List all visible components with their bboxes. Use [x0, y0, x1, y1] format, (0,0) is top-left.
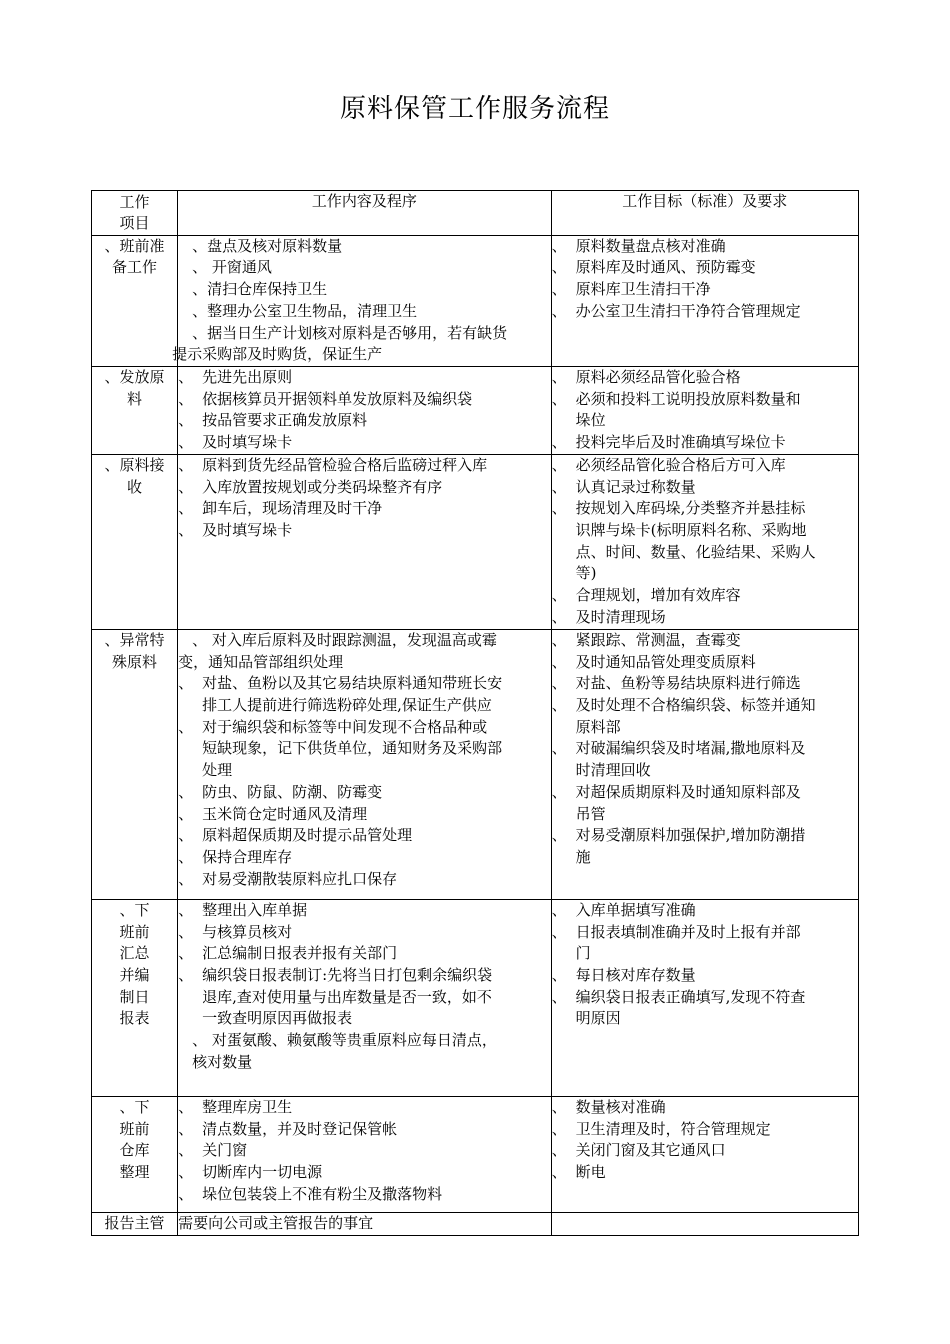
target-line: 门 [575, 944, 591, 963]
content-line: 卸车后，现场清理及时干净 [202, 499, 383, 518]
bullet-mark: 、 [551, 987, 567, 1006]
list-item [552, 607, 858, 629]
target-line: 办公室卫生清扫干净符合管理规定 [575, 301, 801, 320]
target-line: 断电 [575, 1163, 606, 1182]
bullet-mark: 、 [178, 1184, 194, 1203]
content-line: 与核算员核对 [202, 922, 293, 941]
content-line: 切断库内一切电源 [202, 1163, 323, 1182]
content-line: 提示采购部及时购货，保证生产 [172, 345, 383, 364]
target-line: 关闭门窗及其它通风口 [575, 1141, 726, 1160]
content-line: 及时填写垛卡 [202, 433, 293, 452]
content-line: 入库放置按规划或分类码垛整齐有序 [202, 477, 443, 496]
row-item-label: 、下班前汇总并编制日报表 [119, 900, 150, 1028]
target-line: 施 [575, 847, 591, 866]
target-line: 日报表填制准确并及时上报有并部 [575, 922, 801, 941]
target-line: 原料库及时通风、预防霉变 [575, 258, 756, 277]
bullet-mark: 、 [551, 696, 567, 715]
list-item [552, 520, 858, 542]
row-target-cell [551, 366, 858, 454]
table-row [92, 1212, 859, 1235]
target-line: 及时通知品管处理变质原料 [575, 652, 756, 671]
bullet-mark: 、 [178, 1119, 194, 1138]
row-target-cell [551, 899, 858, 1096]
list-item [552, 236, 858, 258]
content-line: 对于编织袋和标签等中间发现不合格品种或 [202, 717, 488, 736]
target-line: 原料必须经品管化验合格 [575, 367, 741, 386]
list-item [552, 738, 858, 760]
content-line: 垛位包装袋上不准有粉尘及撒落物料 [202, 1184, 443, 1203]
list-item [552, 673, 858, 695]
list-item [178, 432, 550, 454]
content-line: 对易受潮散装原料应扎口保存 [202, 869, 398, 888]
target-line: 垛位 [575, 411, 606, 430]
target-line: 对破漏编织袋及时堵漏,撒地原料及 [575, 739, 806, 758]
row-item-cell [92, 366, 178, 454]
list-item [552, 1097, 858, 1119]
target-line: 认真记录过称数量 [575, 477, 696, 496]
bullet-mark: 、 [178, 1163, 194, 1182]
bullet-mark: 、 [178, 782, 194, 801]
content-line: 、 开窗通风 [192, 258, 272, 277]
target-line: 必须经品管化验合格后方可入库 [575, 455, 786, 474]
list-item [552, 804, 858, 826]
table-row [92, 1096, 859, 1212]
row-content-cell [178, 1096, 551, 1212]
list-item [178, 1119, 550, 1141]
list-item [552, 279, 858, 301]
target-line: 投料完毕后及时准确填写垛位卡 [575, 433, 786, 452]
list-item [178, 410, 550, 432]
bullet-mark: 、 [551, 367, 567, 386]
bullet-mark: 、 [551, 258, 567, 277]
row-item-cell [92, 454, 178, 629]
bullet-mark: 、 [178, 1141, 194, 1160]
list-item [178, 965, 550, 987]
content-line: 编织袋日报表制订:先将当日打包剩余编织袋 [202, 966, 493, 985]
list-item [552, 900, 858, 922]
report-target [551, 1212, 858, 1235]
target-line: 每日核对库存数量 [575, 966, 696, 985]
list-item [178, 847, 550, 869]
bullet-mark: 、 [551, 280, 567, 299]
list-item [178, 717, 550, 739]
bullet-mark: 、 [178, 847, 194, 866]
list-item [552, 1119, 858, 1141]
target-line: 入库单据填写准确 [575, 900, 696, 919]
bullet-mark: 、 [551, 301, 567, 320]
content-line: 按品管要求正确发放原料 [202, 411, 368, 430]
target-line: 时清理回收 [575, 761, 651, 780]
bullet-mark: 、 [551, 433, 567, 452]
target-line: 原料数量盘点核对准确 [575, 236, 726, 255]
bullet-mark: 、 [551, 739, 567, 758]
bullet-mark: 、 [178, 804, 194, 823]
content-line: 处理 [202, 761, 233, 780]
bullet-mark: 、 [178, 826, 194, 845]
list-item [178, 520, 550, 542]
row-item-cell [92, 235, 178, 366]
bullet-mark: 、 [178, 389, 194, 408]
list-item [552, 585, 858, 607]
target-line: 卫生清理及时，符合管理规定 [575, 1119, 771, 1138]
bullet-mark: 、 [178, 455, 194, 474]
target-line: 点、时间、数量、化验结果、采购人 [575, 542, 816, 561]
bullet-mark: 、 [178, 433, 194, 452]
bullet-mark: 、 [178, 367, 194, 386]
content-line: 整理库房卫生 [202, 1097, 293, 1116]
row-content-cell [178, 454, 551, 629]
target-line: 对超保质期原料及时通知原料部及 [575, 782, 801, 801]
list-item [552, 847, 858, 869]
header-item [92, 191, 178, 236]
list-item [178, 1162, 550, 1184]
workflow-table [91, 190, 859, 1236]
list-item [552, 943, 858, 965]
list-item [552, 652, 858, 674]
content-line: 、盘点及核对原料数量 [192, 236, 343, 255]
table-row [92, 629, 859, 899]
bullet-mark: 、 [178, 477, 194, 496]
row-item-label: 、原料接收 [104, 455, 165, 496]
bullet-mark: 、 [178, 717, 194, 736]
list-item [178, 455, 550, 477]
bullet-mark: 、 [178, 521, 194, 540]
list-item [178, 1140, 550, 1162]
page-title: 原料保管工作服务流程 [339, 94, 610, 124]
bullet-mark: 、 [551, 1141, 567, 1160]
list-item [552, 760, 858, 782]
list-item [178, 738, 550, 760]
bullet-mark: 、 [551, 477, 567, 496]
bullet-mark: 、 [178, 944, 194, 963]
list-item [178, 943, 550, 965]
bullet-mark: 、 [551, 1163, 567, 1182]
report-content: 需要向公司或主管报告的事宜 [178, 1212, 551, 1235]
content-line: 玉米筒仓定时通风及清理 [202, 804, 368, 823]
target-line: 按规划入库码垛,分类整齐并悬挂标 [575, 499, 806, 518]
content-line: 保持合理库存 [202, 847, 293, 866]
list-item [552, 257, 858, 279]
content-line: 清点数量，并及时登记保管帐 [202, 1119, 398, 1138]
row-target-cell [551, 235, 858, 366]
list-item [178, 900, 550, 922]
content-line: 变，通知品管部组织处理 [178, 652, 344, 671]
content-line: 、整理办公室卫生物品，清理卫生 [192, 301, 418, 320]
row-item-label: 、下班前仓库整理 [119, 1097, 150, 1182]
list-item [552, 301, 858, 323]
bullet-mark: 、 [178, 411, 194, 430]
content-line: 原料到货先经品管检验合格后监磅过秤入库 [202, 455, 488, 474]
list-item [178, 804, 550, 826]
list-item [552, 782, 858, 804]
target-line: 明原因 [575, 1009, 621, 1028]
row-target-cell [551, 1096, 858, 1212]
table-row [92, 235, 859, 366]
content-line: 原料超保质期及时提示品管处理 [202, 826, 413, 845]
list-item [552, 410, 858, 432]
list-item [552, 1162, 858, 1184]
list-item [552, 922, 858, 944]
header-target: 工作目标（标准）及要求 [551, 191, 858, 236]
list-item [552, 965, 858, 987]
row-target-cell [551, 629, 858, 899]
row-target-cell [551, 454, 858, 629]
target-line: 合理规划，增加有效库容 [575, 586, 741, 605]
target-line: 对易受潮原料加强保护,增加防潮措 [575, 826, 806, 845]
content-line: 先进先出原则 [202, 367, 293, 386]
bullet-mark: 、 [178, 966, 194, 985]
bullet-mark: 、 [551, 652, 567, 671]
list-item [178, 477, 550, 499]
bullet-mark: 、 [551, 586, 567, 605]
bullet-mark: 、 [178, 674, 194, 693]
bullet-mark: 、 [551, 236, 567, 255]
bullet-mark: 、 [178, 499, 194, 518]
bullet-mark: 、 [551, 674, 567, 693]
content-line: 退库,查对使用量与出库数量是否一致，如不 [202, 987, 492, 1006]
list-item [178, 695, 550, 717]
row-item-label: 、异常特殊原料 [104, 630, 165, 671]
bullet-mark: 、 [551, 966, 567, 985]
table-header-row [92, 191, 859, 236]
bullet-mark: 、 [551, 782, 567, 801]
list-item [552, 563, 858, 585]
row-item-cell [92, 1096, 178, 1212]
report-label: 报告主管 [92, 1212, 178, 1235]
target-line: 原料部 [575, 717, 621, 736]
list-item [178, 825, 550, 847]
bullet-mark: 、 [551, 922, 567, 941]
row-content-cell [178, 629, 551, 899]
list-item [552, 542, 858, 564]
row-item-label: 、发放原料 [104, 367, 165, 408]
list-item [552, 367, 858, 389]
row-content-cell [178, 366, 551, 454]
target-line: 数量核对准确 [575, 1097, 666, 1116]
list-item [552, 389, 858, 411]
list-item [178, 760, 550, 782]
bullet-mark: 、 [178, 900, 194, 919]
target-line: 必须和投料工说明投放原料数量和 [575, 389, 801, 408]
list-item [552, 695, 858, 717]
content-line: 核对数量 [192, 1052, 253, 1071]
bullet-mark: 、 [551, 826, 567, 845]
bullet-mark: 、 [551, 389, 567, 408]
row-content-cell [172, 235, 551, 366]
list-item [552, 630, 858, 652]
bullet-mark: 、 [551, 1097, 567, 1116]
list-item [178, 673, 550, 695]
header-content: 工作内容及程序 [178, 191, 551, 236]
content-line: 及时填写垛卡 [202, 521, 293, 540]
target-line: 及时处理不合格编织袋、标签并通知 [575, 696, 816, 715]
bullet-mark: 、 [178, 869, 194, 888]
list-item [552, 1140, 858, 1162]
target-line: 原料库卫生清扫干净 [575, 280, 711, 299]
table-row [92, 454, 859, 629]
list-item [552, 498, 858, 520]
content-line: 一致查明原因再做报表 [202, 1009, 353, 1028]
list-item [178, 987, 550, 1009]
content-line: 依据核算员开据领料单发放原料及编织袋 [202, 389, 473, 408]
table-row [92, 366, 859, 454]
target-line: 紧跟踪、常测温，查霉变 [575, 630, 741, 649]
list-item [178, 498, 550, 520]
target-line: 等) [575, 564, 597, 583]
list-item [552, 825, 858, 847]
content-line: 关门窗 [202, 1141, 248, 1160]
target-line: 吊管 [575, 804, 606, 823]
target-line: 对盐、鱼粉等易结块原料进行筛选 [575, 674, 801, 693]
list-item [178, 1008, 550, 1030]
bullet-mark: 、 [551, 1119, 567, 1138]
row-item-cell [92, 629, 178, 899]
list-item [552, 1008, 858, 1030]
bullet-mark: 、 [551, 900, 567, 919]
header-item-label: 工作项目 [119, 193, 150, 232]
target-line: 识牌与垛卡(标明原料名称、采购地 [575, 521, 807, 540]
content-line: 、清扫仓库保持卫生 [192, 280, 328, 299]
list-item [552, 455, 858, 477]
list-item [178, 1184, 550, 1206]
list-item [552, 717, 858, 739]
content-line: 防虫、防鼠、防潮、防霉变 [202, 782, 383, 801]
target-line: 及时清理现场 [575, 607, 666, 626]
content-line: 短缺现象，记下供货单位，通知财务及采购部 [202, 739, 503, 758]
list-item [552, 987, 858, 1009]
bullet-mark: 、 [551, 607, 567, 626]
table-row [92, 899, 859, 1096]
content-line: 、据当日生产计划核对原料是否够用，若有缺货 [192, 323, 508, 342]
content-line: 整理出入库单据 [202, 900, 308, 919]
bullet-mark: 、 [551, 499, 567, 518]
content-line: 、 对入库后原料及时跟踪测温，发现温高或霉 [192, 630, 497, 649]
content-line: 、 对蛋氨酸、赖氨酸等贵重原料应每日清点， [192, 1031, 497, 1050]
bullet-mark: 、 [551, 455, 567, 474]
list-item [178, 782, 550, 804]
row-content-cell [178, 899, 551, 1096]
list-item [552, 477, 858, 499]
bullet-mark: 、 [178, 1097, 194, 1116]
row-item-label: 、班前准备工作 [104, 236, 165, 277]
content-line: 对盐、鱼粉以及其它易结块原料通知带班长安 [202, 674, 503, 693]
list-item [178, 922, 550, 944]
bullet-mark: 、 [551, 630, 567, 649]
list-item [178, 1097, 550, 1119]
target-line: 编织袋日报表正确填写,发现不符查 [575, 987, 806, 1006]
list-item [178, 869, 550, 891]
content-line: 排工人提前进行筛选粉碎处理,保证生产供应 [202, 696, 492, 715]
list-item [178, 367, 550, 389]
list-item [552, 432, 858, 454]
bullet-mark: 、 [178, 922, 194, 941]
content-line: 汇总编制日报表并报有关部门 [202, 944, 398, 963]
list-item [178, 389, 550, 411]
row-item-cell [92, 899, 178, 1096]
